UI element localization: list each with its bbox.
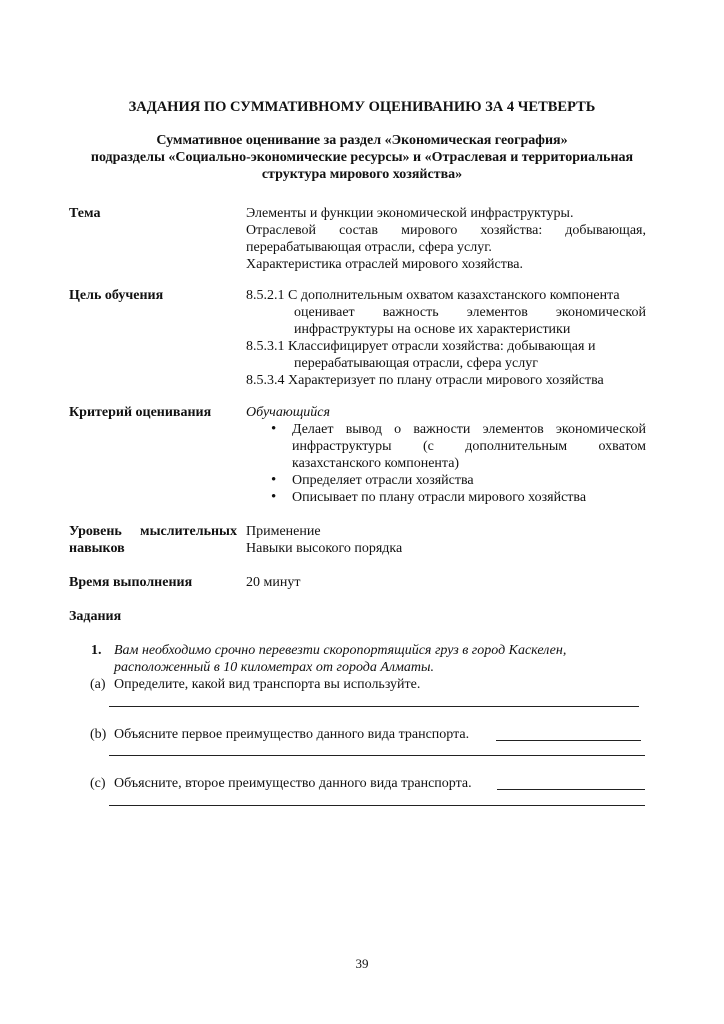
answer-line[interactable] bbox=[496, 740, 641, 741]
criteria-label: Критерий оценивания bbox=[69, 405, 212, 420]
tasks-heading: Задания bbox=[69, 609, 122, 624]
criteria-item bbox=[246, 421, 646, 472]
page-number: 39 bbox=[355, 956, 369, 971]
subtitle bbox=[60, 132, 664, 183]
goal-line: инфраструктуры на основе их характеристики bbox=[294, 322, 571, 337]
skills-label-line: навыков bbox=[69, 541, 125, 556]
subtask-text: Объясните первое преимущество данного вида транспорта. bbox=[114, 727, 470, 742]
theme-line: перерабатывающая отрасли, сфера услуг. bbox=[246, 240, 492, 255]
criteria-item-line: казахстанского компонента) bbox=[292, 456, 460, 471]
task-question-line: Вам необходимо срочно перевезти скоропортящийся груз в город Каскелен, bbox=[114, 643, 567, 658]
subtask-letter: (c) bbox=[90, 776, 106, 791]
goal-line: оценивает важность элементов экономической bbox=[294, 305, 646, 320]
criteria-item bbox=[246, 472, 646, 489]
document-title: ЗАДАНИЯ ПО СУММАТИВНОМУ ОЦЕНИВАНИЮ ЗА 4 ЧЕТВЕРТЬ bbox=[128, 99, 596, 115]
skills-label-line: Уровень мыслительных bbox=[69, 524, 237, 539]
goal-line: 8.5.3.1 Классифицирует отрасли хозяйства: добывающая и bbox=[246, 339, 596, 354]
subtask-letter: (a) bbox=[90, 677, 106, 692]
time-label: Время выполнения bbox=[69, 575, 193, 590]
criteria-intro: Обучающийся bbox=[246, 405, 331, 420]
criteria-value bbox=[246, 404, 646, 506]
subtitle-line: структура мирового хозяйства» bbox=[261, 167, 463, 182]
criteria-item bbox=[246, 489, 646, 506]
theme-line: Элементы и функции экономической инфраструктуры. bbox=[246, 206, 574, 221]
goal-line: перерабатывающая отрасли, сфера услуг bbox=[294, 356, 539, 371]
task-number: 1. bbox=[91, 643, 102, 658]
answer-line[interactable] bbox=[109, 706, 639, 707]
goal-value bbox=[246, 287, 646, 389]
criteria-item-line: • Делает вывод о важности элементов экономической bbox=[292, 422, 646, 437]
theme-line: Характеристика отраслей мирового хозяйства. bbox=[246, 257, 523, 272]
goal-label: Цель обучения bbox=[69, 288, 164, 303]
skills-line: Применение bbox=[246, 524, 321, 539]
criteria-list bbox=[246, 421, 646, 506]
goal-line: 8.5.2.1 С дополнительным охватом казахстанского компонента bbox=[246, 288, 620, 303]
time-value: 20 минут bbox=[246, 575, 301, 590]
skills-line: Навыки высокого порядка bbox=[246, 541, 403, 556]
criteria-item-line: инфраструктуры (с дополнительным охватом bbox=[292, 439, 646, 454]
subtask-text: Определите, какой вид транспорта вы используйте. bbox=[114, 677, 421, 692]
skills-label bbox=[69, 523, 237, 557]
task-question-line: расположенный в 10 километрах от города Алматы. bbox=[114, 660, 435, 675]
criteria-item-line: • Определяет отрасли хозяйства bbox=[292, 473, 474, 488]
answer-line[interactable] bbox=[109, 755, 645, 756]
task-question bbox=[114, 642, 654, 676]
subtitle-line: подразделы «Социально-экономические ресурсы» и «Отраслевая и территориальная bbox=[90, 150, 634, 165]
subtask-letter: (b) bbox=[90, 727, 107, 742]
subtitle-line: Суммативное оценивание за раздел «Экономическая география» bbox=[156, 133, 568, 148]
theme-label: Тема bbox=[69, 206, 101, 221]
answer-line[interactable] bbox=[497, 789, 645, 790]
answer-line[interactable] bbox=[109, 805, 645, 806]
theme-value bbox=[246, 205, 646, 273]
criteria-item-line: • Описывает по плану отрасли мирового хозяйства bbox=[292, 490, 587, 505]
skills-value bbox=[246, 523, 646, 557]
theme-line: Отраслевой состав мирового хозяйства: добывающая, bbox=[246, 223, 646, 238]
subtask-text: Объясните, второе преимущество данного вида транспорта. bbox=[114, 776, 472, 791]
goal-line: 8.5.3.4 Характеризует по плану отрасли мирового хозяйства bbox=[246, 373, 604, 388]
